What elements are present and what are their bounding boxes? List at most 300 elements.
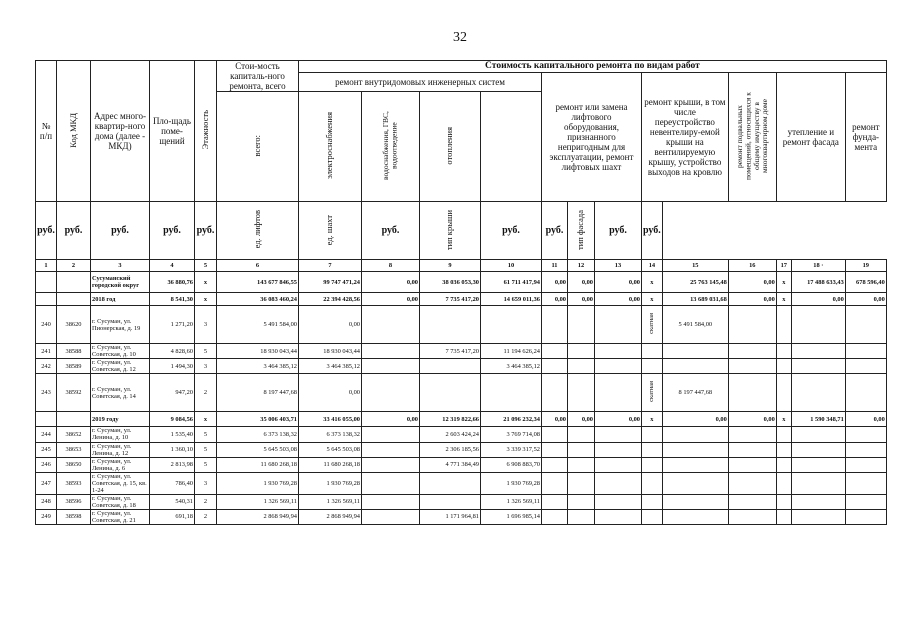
table-cell: 678 596,40 bbox=[845, 272, 886, 293]
table-row bbox=[36, 472, 887, 494]
table-cell: 38653 bbox=[57, 442, 91, 457]
table-cell: г. Сусуман, ул. Ленина, д. 10 bbox=[91, 427, 150, 442]
table-cell: 8 197 447,68 bbox=[217, 374, 299, 412]
table-cell: 38650 bbox=[57, 457, 91, 472]
table-cell: 0,00 bbox=[299, 374, 362, 412]
table-cell: 0,00 bbox=[568, 272, 595, 293]
table-cell bbox=[845, 427, 886, 442]
table-cell: 143 677 846,55 bbox=[217, 272, 299, 293]
table-cell bbox=[791, 427, 845, 442]
table-cell: 0,00 bbox=[542, 412, 568, 427]
table-cell bbox=[845, 442, 886, 457]
table-cell: х bbox=[642, 272, 663, 293]
table-cell bbox=[420, 374, 481, 412]
table-cell: 5 491 584,00 bbox=[662, 306, 728, 344]
table-cell bbox=[568, 306, 595, 344]
table-cell bbox=[568, 344, 595, 359]
table-cell bbox=[791, 374, 845, 412]
table-cell bbox=[362, 442, 420, 457]
table-cell: 38588 bbox=[57, 344, 91, 359]
table-cell: 2 bbox=[195, 494, 217, 509]
table-cell: 8 541,30 bbox=[150, 293, 195, 306]
table-cell: 0,00 bbox=[542, 272, 568, 293]
table-cell bbox=[57, 412, 91, 427]
table-cell: 25 763 145,48 bbox=[662, 272, 728, 293]
table-cell: г. Сусуман, ул. Ленина, д. 12 bbox=[91, 442, 150, 457]
table-cell bbox=[728, 427, 776, 442]
table-cell bbox=[568, 359, 595, 374]
table-cell: 61 711 417,94 bbox=[481, 272, 542, 293]
table-cell bbox=[568, 427, 595, 442]
column-index-cell: 18 · bbox=[791, 260, 845, 272]
table-cell: 0,00 bbox=[362, 293, 420, 306]
header-floors bbox=[195, 61, 217, 202]
table-cell bbox=[791, 359, 845, 374]
table-cell: 3 bbox=[195, 359, 217, 374]
table-cell: 0,00 bbox=[595, 293, 642, 306]
table-cell: 13 689 031,68 bbox=[662, 293, 728, 306]
table-cell: х bbox=[642, 412, 663, 427]
table-cell: 8 197 447,68 bbox=[662, 374, 728, 412]
table-cell: 0,00 bbox=[542, 293, 568, 306]
table-cell bbox=[845, 472, 886, 494]
table-cell bbox=[36, 272, 57, 293]
table-cell: 5 bbox=[195, 457, 217, 472]
table-cell: 5 bbox=[195, 427, 217, 442]
header-group-engineering: ремонт внутридомовых инженерных систем bbox=[299, 73, 542, 92]
table-cell bbox=[845, 457, 886, 472]
table-cell bbox=[595, 306, 642, 344]
table-cell: 2018 год bbox=[91, 293, 150, 306]
table-cell: 0,00 bbox=[568, 293, 595, 306]
header-basement-text: ремонт подвальных помещений, относящихся к общему имуществу в многоквартирном доме bbox=[734, 92, 769, 181]
table-row bbox=[36, 344, 887, 359]
table-cell: 947,20 bbox=[150, 374, 195, 412]
table-cell bbox=[642, 306, 663, 344]
table-cell bbox=[542, 374, 568, 412]
header-water-text: водоснабжения, ГВС, водоотведение bbox=[381, 111, 399, 181]
table-cell bbox=[362, 344, 420, 359]
table-cell: 0,00 bbox=[845, 412, 886, 427]
table-cell bbox=[728, 306, 776, 344]
table-cell bbox=[481, 306, 542, 344]
table-cell: 1 696 985,14 bbox=[481, 509, 542, 524]
column-index-cell: 16 bbox=[728, 260, 776, 272]
table-cell bbox=[420, 494, 481, 509]
table-cell bbox=[542, 494, 568, 509]
table-cell: 38589 bbox=[57, 359, 91, 374]
table-cell bbox=[420, 472, 481, 494]
column-index-cell: 1 bbox=[36, 260, 57, 272]
table-cell: 1 326 569,11 bbox=[299, 494, 362, 509]
column-index-cell: 13 bbox=[595, 260, 642, 272]
table-cell: 1 930 769,28 bbox=[299, 472, 362, 494]
table-cell: 2019 году bbox=[91, 412, 150, 427]
page-number: 32 bbox=[453, 30, 467, 45]
table-cell: 5 bbox=[195, 442, 217, 457]
unit-rub-facade: руб. bbox=[595, 202, 642, 260]
header-group-main: Стоимость капитального ремонта по видам работ bbox=[299, 61, 887, 73]
table-cell: х bbox=[195, 412, 217, 427]
column-index-cell: 3 bbox=[91, 260, 150, 272]
table-cell bbox=[642, 494, 663, 509]
header-electricity-text: электроснабжения bbox=[324, 112, 335, 180]
table-cell: 6 373 138,32 bbox=[299, 427, 362, 442]
table-cell bbox=[845, 306, 886, 344]
table-cell bbox=[776, 374, 791, 412]
table-cell: 33 416 055,00 bbox=[299, 412, 362, 427]
column-index-cell: 15 bbox=[662, 260, 728, 272]
table-cell bbox=[776, 472, 791, 494]
table-cell bbox=[776, 494, 791, 509]
table-cell: г. Сусуман, ул. Советская, д. 21 bbox=[91, 509, 150, 524]
table-cell bbox=[728, 457, 776, 472]
table-cell: 0,00 bbox=[728, 412, 776, 427]
header-eng-total bbox=[217, 92, 299, 202]
table-cell bbox=[776, 457, 791, 472]
table-body bbox=[36, 61, 887, 525]
table-cell: 6 373 138,32 bbox=[217, 427, 299, 442]
table-cell: 14 659 011,36 bbox=[481, 293, 542, 306]
table-cell: 22 394 428,56 bbox=[299, 293, 362, 306]
table-cell: 0,00 bbox=[362, 272, 420, 293]
table-cell bbox=[642, 374, 663, 412]
table-cell: 38593 bbox=[57, 472, 91, 494]
header-water bbox=[362, 92, 420, 202]
table-cell bbox=[728, 344, 776, 359]
column-index-cell: 9 bbox=[420, 260, 481, 272]
table-cell bbox=[362, 509, 420, 524]
table-cell: г. Сусуман, ул. Советская, д. 10 bbox=[91, 344, 150, 359]
table-cell bbox=[568, 442, 595, 457]
table-cell: 241 bbox=[36, 344, 57, 359]
table-cell: 0,00 bbox=[595, 272, 642, 293]
table-cell: г. Сусуман, ул. Ленина, д. 6 bbox=[91, 457, 150, 472]
table-cell bbox=[791, 472, 845, 494]
table-cell bbox=[362, 359, 420, 374]
table-cell bbox=[595, 359, 642, 374]
unit-rub-foundation: руб. bbox=[642, 202, 663, 260]
column-index-cell: 5 bbox=[195, 260, 217, 272]
table-cell bbox=[542, 472, 568, 494]
table-cell: 0,00 bbox=[362, 412, 420, 427]
table-cell: 7 735 417,20 bbox=[420, 293, 481, 306]
column-index-cell: 2 bbox=[57, 260, 91, 272]
table-cell bbox=[542, 306, 568, 344]
capital-repair-table bbox=[35, 60, 887, 525]
table-cell: 21 096 232,34 bbox=[481, 412, 542, 427]
table-cell: 0,00 bbox=[568, 412, 595, 427]
summary-row bbox=[36, 272, 887, 293]
table-cell: 786,40 bbox=[150, 472, 195, 494]
table-cell bbox=[728, 442, 776, 457]
header-area: Пло-щадь поме-щений bbox=[150, 61, 195, 202]
unit-shafts bbox=[299, 202, 362, 260]
table-cell bbox=[568, 457, 595, 472]
table-cell bbox=[662, 427, 728, 442]
column-index-cell: 10 bbox=[481, 260, 542, 272]
table-cell bbox=[791, 306, 845, 344]
table-cell: х bbox=[776, 272, 791, 293]
table-cell: 2 868 949,94 bbox=[299, 509, 362, 524]
table-cell: 3 769 714,08 bbox=[481, 427, 542, 442]
table-cell bbox=[595, 374, 642, 412]
header-basement bbox=[728, 73, 776, 202]
table-cell: 18 930 043,44 bbox=[217, 344, 299, 359]
table-cell: 246 bbox=[36, 457, 57, 472]
table-cell bbox=[845, 359, 886, 374]
table-cell bbox=[728, 472, 776, 494]
column-index-cell: 6 bbox=[217, 260, 299, 272]
table-cell: 1 930 769,28 bbox=[481, 472, 542, 494]
table-cell: 3 bbox=[195, 306, 217, 344]
table-cell: 11 680 268,18 bbox=[217, 457, 299, 472]
table-cell: 3 464 385,12 bbox=[299, 359, 362, 374]
table-cell bbox=[568, 472, 595, 494]
table-cell bbox=[845, 494, 886, 509]
table-cell: 2 bbox=[195, 509, 217, 524]
table-cell: 35 006 403,71 bbox=[217, 412, 299, 427]
table-cell: 5 645 503,08 bbox=[217, 442, 299, 457]
table-cell bbox=[362, 306, 420, 344]
column-index-cell: 7 bbox=[299, 260, 362, 272]
table-row bbox=[36, 374, 887, 412]
table-cell: 1 590 348,71 bbox=[791, 412, 845, 427]
table-cell bbox=[642, 457, 663, 472]
table-cell: х bbox=[776, 412, 791, 427]
table-row bbox=[36, 442, 887, 457]
table-cell bbox=[845, 374, 886, 412]
table-cell bbox=[595, 472, 642, 494]
table-cell bbox=[642, 442, 663, 457]
roof-type-label: скатная bbox=[648, 313, 656, 335]
table-cell: 6 908 883,70 bbox=[481, 457, 542, 472]
table-cell bbox=[542, 427, 568, 442]
table-cell: 3 bbox=[195, 472, 217, 494]
table-cell bbox=[362, 427, 420, 442]
table-cell bbox=[595, 509, 642, 524]
column-index-cell: 17 bbox=[776, 260, 791, 272]
column-index-cell: 4 bbox=[150, 260, 195, 272]
table-cell bbox=[36, 412, 57, 427]
table-cell: 38598 bbox=[57, 509, 91, 524]
table-cell: Сусуманский городской округ bbox=[91, 272, 150, 293]
column-index-row bbox=[36, 260, 887, 272]
table-row bbox=[36, 509, 887, 524]
table-cell: 244 bbox=[36, 427, 57, 442]
table-cell bbox=[542, 457, 568, 472]
table-cell bbox=[728, 359, 776, 374]
column-index-cell: 8 bbox=[362, 260, 420, 272]
table-cell: 2 813,98 bbox=[150, 457, 195, 472]
table-cell: 248 bbox=[36, 494, 57, 509]
unit-facade-type-text: тип фасада bbox=[575, 209, 586, 250]
table-cell bbox=[595, 457, 642, 472]
table-cell bbox=[642, 344, 663, 359]
header-address: Адрес много-квартир-ного дома (далее - МКД) bbox=[91, 61, 150, 202]
table-cell: 3 339 317,52 bbox=[481, 442, 542, 457]
table-cell: 36 880,76 bbox=[150, 272, 195, 293]
table-cell: х bbox=[195, 293, 217, 306]
unit-facade-type bbox=[568, 202, 595, 260]
table-cell bbox=[595, 442, 642, 457]
table-row bbox=[36, 306, 887, 344]
table-cell: 99 747 471,24 bbox=[299, 272, 362, 293]
summary-row bbox=[36, 412, 887, 427]
unit-roof-type bbox=[420, 202, 481, 260]
table-cell bbox=[57, 272, 91, 293]
table-row bbox=[36, 494, 887, 509]
table-cell bbox=[791, 457, 845, 472]
unit-rub-roof: руб. bbox=[481, 202, 542, 260]
header-total-cost: Стои-мость капиталь-ного ремонта, всего bbox=[217, 61, 299, 92]
header-heating bbox=[420, 92, 481, 202]
header-code bbox=[57, 61, 91, 202]
unit-rub-total: руб. bbox=[36, 202, 57, 260]
table-cell bbox=[542, 442, 568, 457]
header-foundation: ремонт фунда-мента bbox=[845, 73, 886, 202]
table-cell bbox=[662, 509, 728, 524]
table-cell bbox=[420, 359, 481, 374]
table-cell: 247 bbox=[36, 472, 57, 494]
unit-rub-heating: руб. bbox=[195, 202, 217, 260]
table-cell bbox=[542, 344, 568, 359]
table-cell bbox=[568, 374, 595, 412]
header-elevator: ремонт или замена лифтового оборудования, признанного непригодным для эксплуатации, ремонт лифтовых шахт bbox=[542, 73, 642, 202]
header-no: № п/п bbox=[36, 61, 57, 202]
table-cell: 38596 bbox=[57, 494, 91, 509]
table-cell: 0,00 bbox=[728, 293, 776, 306]
table-cell bbox=[36, 293, 57, 306]
header-electricity bbox=[299, 92, 362, 202]
table-cell bbox=[728, 494, 776, 509]
table-cell: 1 535,40 bbox=[150, 427, 195, 442]
table-cell: 240 bbox=[36, 306, 57, 344]
table-cell bbox=[662, 344, 728, 359]
summary-row bbox=[36, 293, 887, 306]
table-cell: 5 491 584,00 bbox=[217, 306, 299, 344]
table-cell bbox=[662, 457, 728, 472]
table-cell: 3 464 385,12 bbox=[217, 359, 299, 374]
table-cell: х bbox=[776, 293, 791, 306]
table-cell bbox=[420, 306, 481, 344]
table-cell bbox=[728, 374, 776, 412]
table-cell: 0,00 bbox=[662, 412, 728, 427]
table-cell bbox=[662, 442, 728, 457]
table-cell: г. Сусуман, ул. Советская, д. 12 bbox=[91, 359, 150, 374]
column-index-cell: 11 bbox=[542, 260, 568, 272]
table-cell: 5 bbox=[195, 344, 217, 359]
table-cell: 540,31 bbox=[150, 494, 195, 509]
table-cell bbox=[595, 494, 642, 509]
table-cell bbox=[362, 374, 420, 412]
table-cell bbox=[542, 359, 568, 374]
table-row bbox=[36, 457, 887, 472]
table-cell: 1 326 569,11 bbox=[217, 494, 299, 509]
table-cell bbox=[542, 509, 568, 524]
table-cell: 38652 bbox=[57, 427, 91, 442]
table-cell bbox=[642, 472, 663, 494]
table-cell: 38 036 053,30 bbox=[420, 272, 481, 293]
unit-roof-type-text: тип крыши bbox=[444, 209, 455, 250]
table-cell bbox=[362, 457, 420, 472]
table-cell: 38620 bbox=[57, 306, 91, 344]
table-cell: 17 488 633,43 bbox=[791, 272, 845, 293]
table-cell bbox=[642, 359, 663, 374]
table-cell: г. Сусуман, ул. Советская, д. 18 bbox=[91, 494, 150, 509]
unit-elevators-text: ед. лифтов bbox=[251, 210, 262, 249]
table-cell: х bbox=[195, 272, 217, 293]
header-floors-text: Этажность bbox=[199, 110, 210, 150]
table-cell: 249 bbox=[36, 509, 57, 524]
table-cell: 5 645 503,08 bbox=[299, 442, 362, 457]
column-index-cell: 12 bbox=[568, 260, 595, 272]
table-cell bbox=[642, 427, 663, 442]
table-cell: 3 464 385,12 bbox=[481, 359, 542, 374]
table-cell: 245 bbox=[36, 442, 57, 457]
table-cell: 0,00 bbox=[845, 293, 886, 306]
table-cell bbox=[481, 374, 542, 412]
table-cell bbox=[362, 472, 420, 494]
unit-elevators bbox=[217, 202, 299, 260]
table-cell: 38592 bbox=[57, 374, 91, 412]
table-cell: 36 083 460,24 bbox=[217, 293, 299, 306]
table-cell: 11 680 268,18 bbox=[299, 457, 362, 472]
header-roof: ремонт крыши, в том числе переустройство невентелиру-емой крыши на вентилируемую крышу, устройство выходов на кровлю bbox=[642, 73, 729, 202]
table-cell bbox=[791, 344, 845, 359]
unit-rub-elevator: руб. bbox=[362, 202, 420, 260]
table-cell bbox=[662, 472, 728, 494]
column-index-cell: 19 bbox=[845, 260, 886, 272]
column-index-cell: 14 bbox=[642, 260, 663, 272]
table-row bbox=[36, 427, 887, 442]
table-cell: 12 319 822,66 bbox=[420, 412, 481, 427]
table-cell bbox=[662, 359, 728, 374]
table-cell: 2 603 424,24 bbox=[420, 427, 481, 442]
table-cell bbox=[791, 509, 845, 524]
table-cell: 1 930 769,28 bbox=[217, 472, 299, 494]
table-cell bbox=[845, 509, 886, 524]
unit-shafts-text: ед. шахт bbox=[324, 214, 335, 245]
table-cell: 2 868 949,94 bbox=[217, 509, 299, 524]
table-cell: 11 194 626,24 bbox=[481, 344, 542, 359]
table-cell: 0,00 bbox=[595, 412, 642, 427]
table-cell bbox=[595, 427, 642, 442]
table-cell: 243 bbox=[36, 374, 57, 412]
table-cell bbox=[776, 359, 791, 374]
table-cell: г. Сусуман, ул. Советская, д. 15, кв. 1-24 bbox=[91, 472, 150, 494]
table-cell: 1 360,10 bbox=[150, 442, 195, 457]
table-cell: 242 bbox=[36, 359, 57, 374]
table-cell bbox=[776, 509, 791, 524]
table-cell bbox=[776, 306, 791, 344]
table-cell bbox=[642, 509, 663, 524]
table-cell bbox=[845, 344, 886, 359]
table-cell: 0,00 bbox=[299, 306, 362, 344]
table-cell bbox=[568, 494, 595, 509]
table-cell bbox=[776, 427, 791, 442]
table-cell: 2 306 185,56 bbox=[420, 442, 481, 457]
roof-type-label: скатная bbox=[648, 381, 656, 403]
table-cell bbox=[595, 344, 642, 359]
table-cell: г. Сусуман, ул. Пионерская, д. 19 bbox=[91, 306, 150, 344]
table-cell: 4 771 384,49 bbox=[420, 457, 481, 472]
table-cell: 1 326 569,11 bbox=[481, 494, 542, 509]
header-facade: утепление и ремонт фасада bbox=[776, 73, 845, 202]
unit-rub-eng-total: руб. bbox=[57, 202, 91, 260]
table-cell bbox=[568, 509, 595, 524]
table-cell bbox=[791, 442, 845, 457]
